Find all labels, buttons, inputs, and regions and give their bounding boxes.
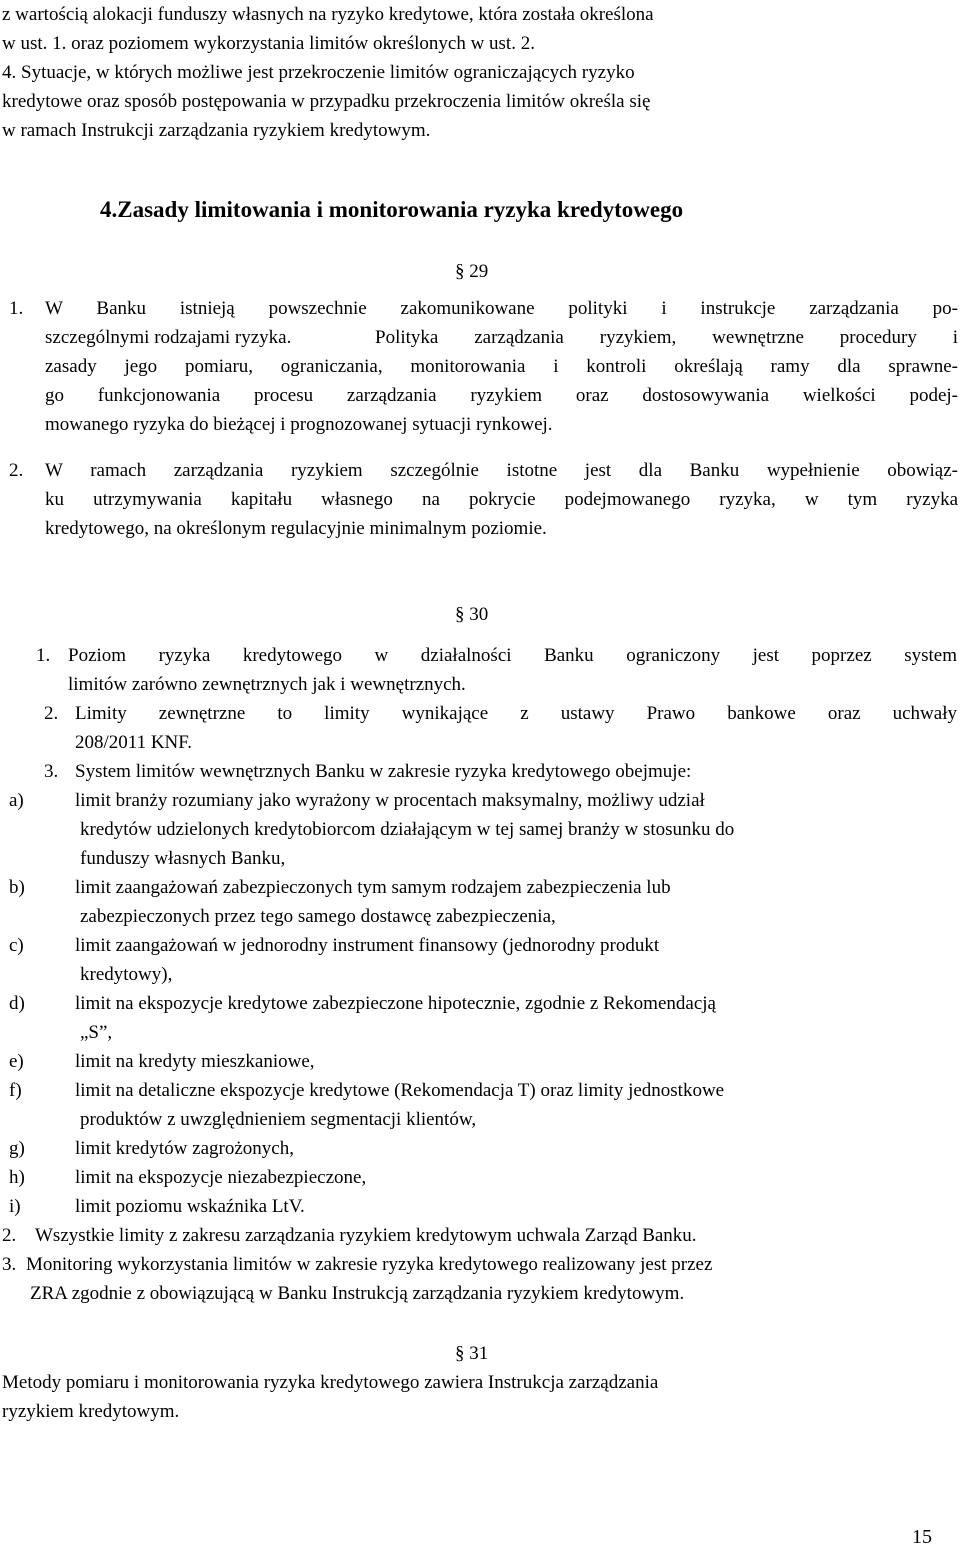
s30-p2-number: 2.	[2, 1225, 17, 1246]
s30-i1-line-1	[68, 641, 957, 670]
section-29-label: § 29	[455, 261, 489, 282]
s29-p1-line-2a: szczególnymi rodzajami ryzyka.	[45, 327, 292, 348]
s29-p1-line-3	[45, 352, 958, 381]
s30-p3-line-1: Monitoring wykorzystania limitów w zakresie ryzyka kredytowego realizowany jest przez	[26, 1254, 713, 1275]
intro-line-4: kredytowe oraz sposób postępowania w przypadku przekroczenia limitów określa się	[2, 91, 651, 112]
s30-g-line-1: limit kredytów zagrożonych,	[75, 1138, 294, 1159]
s30-i1-number: 1.	[36, 645, 51, 666]
s30-f-line-2: produktów z uwzględnieniem segmentacji klientów,	[80, 1109, 477, 1130]
s30-i3-line-1: System limitów wewnętrznych Banku w zakresie ryzyka kredytowego obejmuje:	[75, 761, 692, 782]
s29-p2-line-1	[45, 456, 958, 485]
s30-p3-line-2: ZRA zgodnie z obowiązującą w Banku Instrukcją zarządzania ryzykiem kredytowym.	[30, 1283, 685, 1304]
s30-h-letter: h)	[9, 1167, 25, 1188]
s30-a-letter: a)	[9, 790, 24, 811]
intro-line-2: w ust. 1. oraz poziomem wykorzystania limitów określonych w ust. 2.	[2, 33, 535, 54]
s30-p2-line-1: Wszystkie limity z zakresu zarządzania ryzykiem kredytowym uchwala Zarząd Banku.	[35, 1225, 697, 1246]
s30-i1-line-2: limitów zarówno zewnętrznych jak i wewnętrznych.	[68, 674, 466, 695]
s29-p2-line-2-text: ku utrzymywania kapitału własnego na pokrycie podejmowanego ryzyka, w tym ryzyka	[45, 489, 958, 510]
s30-p3-number: 3.	[2, 1254, 17, 1275]
section-31-label: § 31	[455, 1343, 489, 1364]
intro-line-3: 4. Sytuacje, w których możliwe jest przekroczenie limitów ograniczających ryzyko	[2, 62, 635, 83]
s30-b-line-1: limit zaangażowań zabezpieczonych tym samym rodzajem zabezpieczenia lub	[75, 877, 671, 898]
s30-d-letter: d)	[9, 993, 25, 1014]
s29-p1-line-3-text: zasady jego pomiaru, ograniczania, monitorowania i kontroli określają ramy dla sprawne-	[45, 356, 958, 377]
s30-i2-line-2: 208/2011 KNF.	[75, 732, 193, 753]
s30-g-letter: g)	[9, 1138, 25, 1159]
s30-c-letter: c)	[9, 935, 24, 956]
s30-d-line-1: limit na ekspozycje kredytowe zabezpieczone hipotecznie, zgodnie z Rekomendacją	[75, 993, 716, 1014]
s30-f-line-1: limit na detaliczne ekspozycje kredytowe (Rekomendacja T) oraz limity jednostkowe	[75, 1080, 725, 1101]
s29-p1-line-4-text: go funkcjonowania procesu zarządzania ryzykiem oraz dostosowywania wielkości podej-	[45, 385, 958, 406]
s30-c-line-1: limit zaangażowań w jednorodny instrument finansowy (jednorodny produkt	[75, 935, 660, 956]
s29-p2-line-2	[45, 485, 958, 514]
s30-a-line-2: kredytów udzielonych kredytobiorcom działającym w tej samej branży w stosunku do	[80, 819, 735, 840]
s30-b-line-2: zabezpieczonych przez tego samego dostawcę zabezpieczenia,	[80, 906, 556, 927]
s30-a-line-3: funduszy własnych Banku,	[80, 848, 286, 869]
s30-i3-number: 3.	[44, 761, 59, 782]
intro-line-5: w ramach Instrukcji zarządzania ryzykiem kredytowym.	[2, 120, 431, 141]
s29-p1-line-4	[45, 381, 958, 410]
s30-f-letter: f)	[9, 1080, 22, 1101]
s30-i2-number: 2.	[44, 703, 59, 724]
section-30-label: § 30	[455, 604, 489, 625]
s30-e-line-1: limit na kredyty mieszkaniowe,	[75, 1051, 315, 1072]
s30-i2-line-1-text: Limity zewnętrzne to limity wynikające z ustawy Prawo bankowe oraz uchwały	[75, 703, 957, 724]
s29-p2-line-3: kredytowego, na określonym regulacyjnie minimalnym poziomie.	[45, 518, 547, 539]
s31-line-2: ryzykiem kredytowym.	[2, 1401, 180, 1422]
s30-b-letter: b)	[9, 877, 25, 898]
s29-p1-line-1	[45, 294, 958, 323]
s31-line-1: Metody pomiaru i monitorowania ryzyka kredytowego zawiera Instrukcja zarządzania	[2, 1372, 659, 1393]
s29-p1-line-2b	[375, 323, 958, 352]
s29-p1-line-5: mowanego ryzyka do bieżącej i prognozowanej sytuacji rynkowej.	[45, 414, 553, 435]
s30-d-line-2: „S”,	[80, 1022, 113, 1043]
s29-p2-number: 2.	[9, 460, 24, 481]
s29-p2-line-1-text: W ramach zarządzania ryzykiem szczególnie istotne jest dla Banku wypełnienie obowiąz-	[45, 460, 958, 481]
s30-i-letter: i)	[9, 1196, 21, 1217]
s30-i1-line-1-text: Poziom ryzyka kredytowego w działalności Banku ograniczony jest poprzez system	[68, 645, 957, 666]
s30-i2-line-1	[75, 699, 957, 728]
s30-c-line-2: kredytowy),	[80, 964, 173, 985]
s29-p1-line-1-text: W Banku istnieją powszechnie zakomunikowane polityki i instrukcje zarządzania po-	[45, 298, 958, 319]
s30-e-letter: e)	[9, 1051, 24, 1072]
intro-line-1: z wartością alokacji funduszy własnych na ryzyko kredytowe, która została określona	[2, 4, 654, 25]
s30-a-line-1: limit branży rozumiany jako wyrażony w procentach maksymalny, możliwy udział	[75, 790, 705, 811]
s30-h-line-1: limit na ekspozycje niezabezpieczone,	[75, 1167, 367, 1188]
section-heading: 4.Zasady limitowania i monitorowania ryzyka kredytowego	[100, 197, 684, 222]
s29-p1-line-2b-text: Polityka zarządzania ryzykiem, wewnętrzne procedury i	[375, 327, 958, 348]
s30-i-line-1: limit poziomu wskaźnika LtV.	[75, 1196, 305, 1217]
page-number: 15	[912, 1526, 932, 1548]
s29-p1-number: 1.	[9, 298, 24, 319]
